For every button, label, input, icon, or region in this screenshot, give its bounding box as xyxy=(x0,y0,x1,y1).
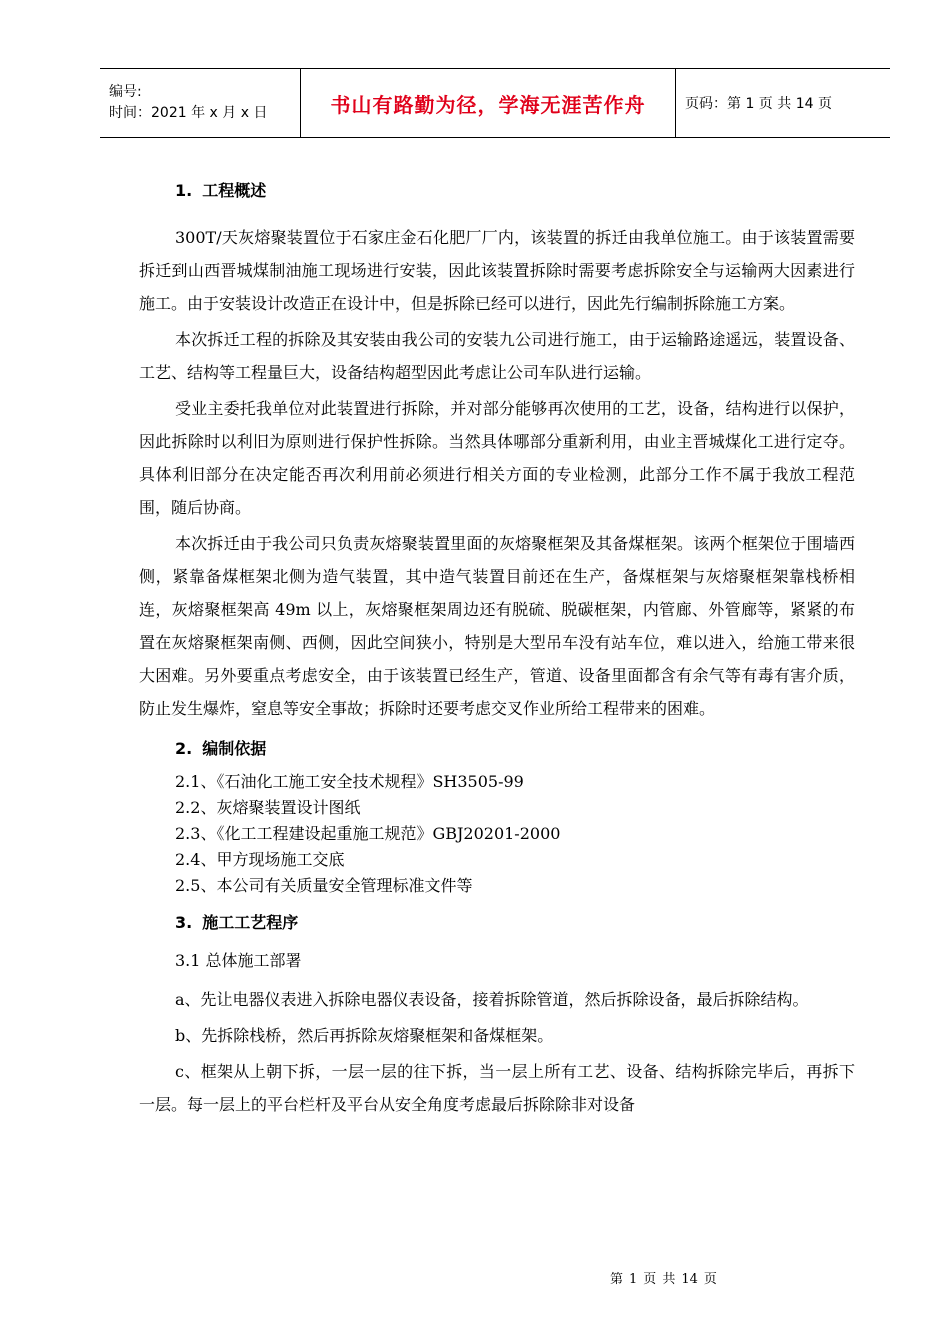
section-title: 施工工艺程序 xyxy=(202,913,299,932)
paragraph: b、先拆除栈桥，然后再拆除灰熔聚框架和备煤框架。 xyxy=(175,1026,554,1045)
header-motto: 书山有路勤为径，学海无涯苦作舟 xyxy=(330,92,646,117)
document-body xyxy=(139,175,855,1121)
section-number: 2. xyxy=(175,739,193,758)
section-heading-2 xyxy=(175,733,855,765)
footer-total-pages: 14 xyxy=(681,1272,698,1287)
header-page-info: 页码：第 1 页 共 14 页 xyxy=(685,96,832,112)
reference-item: 2.3、《化工工程建设起重施工规范》GBJ20201-2000 xyxy=(175,824,561,843)
section-number: 3. xyxy=(175,913,193,932)
footer-page-word: 第 xyxy=(610,1272,624,1287)
section-title: 编制依据 xyxy=(202,739,267,758)
header-meta xyxy=(100,69,301,137)
document-number: 编号: xyxy=(109,84,142,100)
section-heading-3 xyxy=(175,907,855,939)
page-header xyxy=(100,68,890,138)
paragraph: 本次拆迁由于我公司只负责灰熔聚装置里面的灰熔聚框架及其备煤框架。该两个框架位于围墙西侧，紧靠备煤框架北侧为造气装置，其中造气装置目前还在生产，备煤框架与灰熔聚框架靠栈桥相连，灰熔聚框架高 49m 以上，灰熔聚框架周边还有脱硫、脱碳框架，内管廊、外管廊等，紧紧的布置在灰熔聚框架南侧、西侧，因此空间狭小，特别是大型吊车没有站车位，难以进入，给施工带来很大困难。另外要重点考虑安全，由于该装置已经生产，管道、设备里面都含有余气等有毒有害介质，防止发生爆炸，窒息等安全事故；拆除时还要考虑交叉作业所给工程带来的困难。 xyxy=(139,534,855,718)
footer-page-number: 1 xyxy=(629,1272,638,1287)
paragraph: a、先让电器仪表进入拆除电器仪表设备，接着拆除管道，然后拆除设备，最后拆除结构。 xyxy=(175,990,809,1009)
header-motto-cell xyxy=(301,69,676,137)
paragraph: c、框架从上朝下拆，一层一层的往下拆，当一层上所有工艺、设备、结构拆除完毕后，再拆下一层。每一层上的平台栏杆及平台从安全角度考虑最后拆除除非对设备 xyxy=(139,1062,855,1114)
reference-item: 2.5、本公司有关质量安全管理标准文件等 xyxy=(175,876,473,895)
paragraph: 本次拆迁工程的拆除及其安装由我公司的安装九公司进行施工，由于运输路途遥远，装置设备、工艺、结构等工程量巨大，设备结构超型因此考虑让公司车队进行运输。 xyxy=(139,330,855,382)
document-date: 时间：2021 年 x 月 x 日 xyxy=(109,105,268,121)
header-page-info-cell xyxy=(676,69,890,137)
reference-item: 2.4、甲方现场施工交底 xyxy=(175,850,345,869)
page-footer xyxy=(610,1268,723,1287)
footer-page-unit: 页 xyxy=(643,1272,657,1287)
paragraph: 300T/天灰熔聚装置位于石家庄金石化肥厂厂内，该装置的拆迁由我单位施工。由于该装置需要拆迁到山西晋城煤制油施工现场进行安装，因此该装置拆除时需要考虑拆除安全与运输两大因素进行施工。由于安装设计改造正在设计中，但是拆除已经可以进行，因此先行编制拆除施工方案。 xyxy=(139,228,855,313)
reference-item: 2.2、灰熔聚装置设计图纸 xyxy=(175,798,361,817)
paragraph: 受业主委托我单位对此装置进行拆除，并对部分能够再次使用的工艺，设备，结构进行以保护，因此拆除时以利旧为原则进行保护性拆除。当然具体哪部分重新利用，由业主晋城煤化工进行定夺。具体利旧部分在决定能否再次利用前必须进行相关方面的专业检测，此部分工作不属于我放工程范围，随后协商。 xyxy=(139,399,855,517)
section-heading-1 xyxy=(175,175,855,207)
section-title: 工程概述 xyxy=(202,181,267,200)
reference-item: 2.1、《石油化工施工安全技术规程》SH3505-99 xyxy=(175,772,524,791)
footer-total-unit: 页 xyxy=(703,1272,717,1287)
section-number: 1. xyxy=(175,181,193,200)
subsection-heading: 3.1 总体施工部署 xyxy=(175,951,302,970)
footer-total-word: 共 xyxy=(662,1272,676,1287)
